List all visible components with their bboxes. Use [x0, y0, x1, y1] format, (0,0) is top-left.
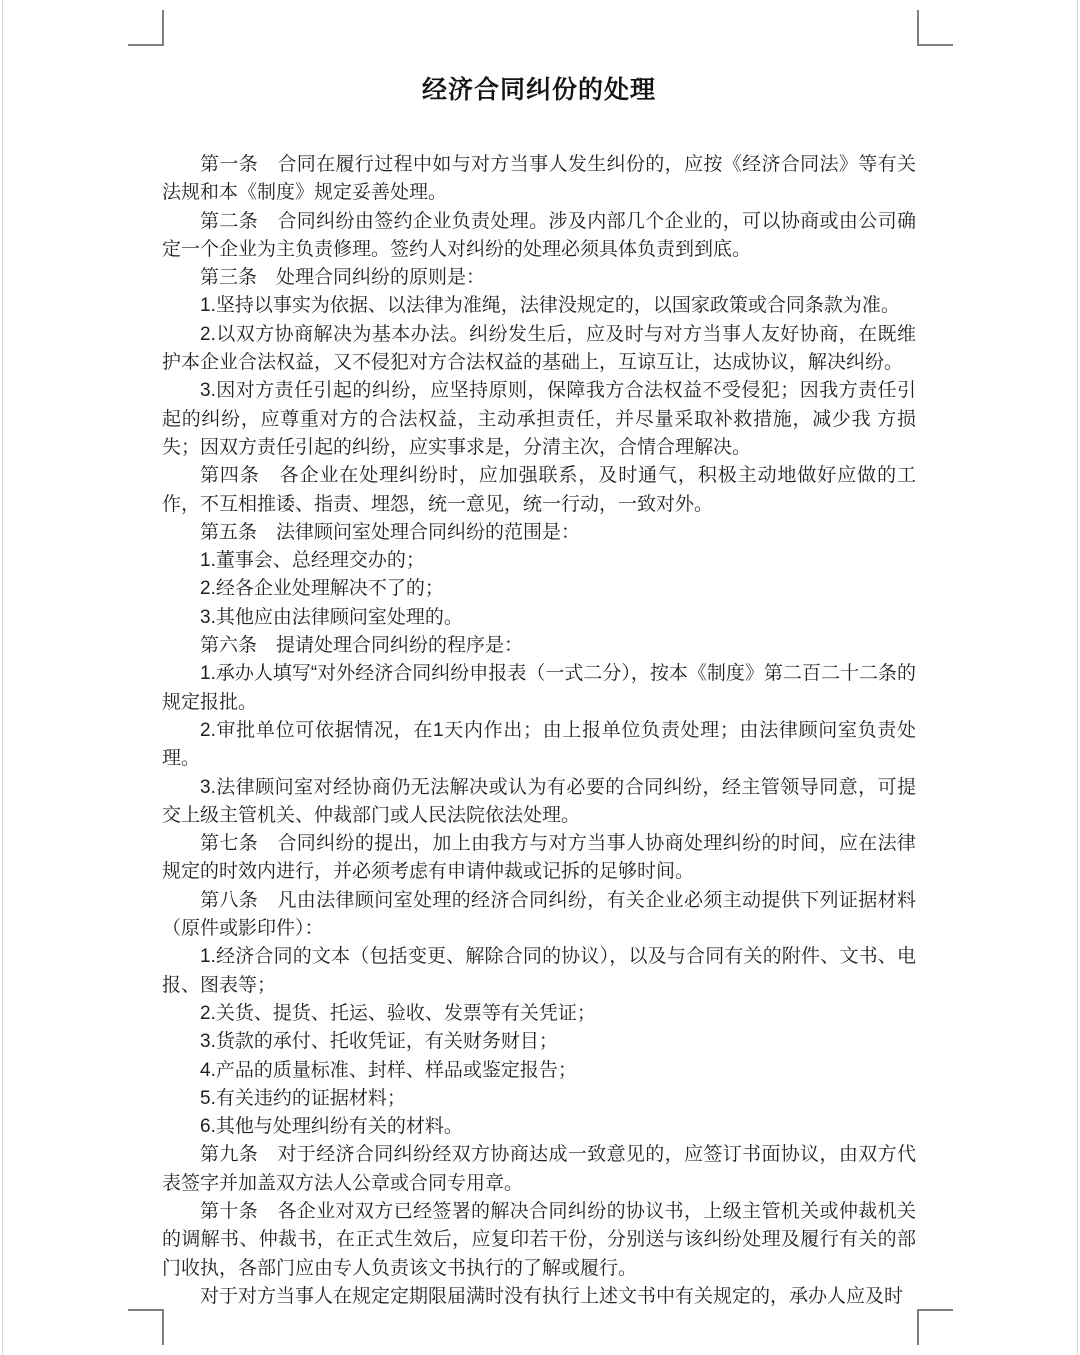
crop-mark-bottom-right-icon	[917, 1309, 953, 1345]
paragraph: 对于对方当事人在规定定期限届满时没有执行上述文书中有关规定的，承办人应及时	[200, 1285, 904, 1307]
crop-mark-top-left-icon	[128, 10, 164, 46]
page-edge-left	[2, 0, 3, 1355]
paragraph: 第四条 各企业在处理纠纷时，应加强联系，及时通气，积极主动地做好应做的工作，不互相推诿、指责、埋怨，统一意见，统一行动，一致对外。	[162, 465, 916, 515]
crop-mark-bottom-left-icon	[128, 1309, 164, 1345]
paragraph: 第六条 提请处理合同纠纷的程序是：	[200, 635, 524, 657]
paragraph: 2.审批单位可依据情况，在1天内作出；由上报单位负责处理；由法律顾问室负责处理。	[162, 719, 916, 770]
document-body	[162, 151, 916, 1311]
paragraph: 3.法律顾问室对经协商仍无法解决或认为有必要的合同纠纷，经主管领导同意，可提交上级主管机关、仲裁部门或人民法院依法处理。	[162, 776, 916, 826]
crop-mark-top-right-icon	[917, 10, 953, 46]
paragraph: 5.有关违约的证据材料；	[200, 1087, 406, 1109]
paragraph: 2.以双方协商解决为基本办法。纠纷发生后，应及时与对方当事人友好协商，在既维护本企业合法权益，又不侵犯对方合法权益的基础上，互谅互让，达成协议，解决纠纷。	[162, 323, 916, 374]
text-area	[162, 0, 916, 1311]
paragraph: 第一条 合同在履行过程中如与对方当事人发生纠份的，应按《经济合同法》等有关法规和本《制度》规定妥善处理。	[162, 154, 916, 204]
paragraph: 1.坚持以事实为依据、以法律为准绳，法律没规定的，以国家政策或合同条款为准。	[200, 295, 900, 317]
paragraph: 3.货款的承付、托收凭证，有关财务财目；	[200, 1031, 558, 1053]
page-edge-right	[1077, 0, 1078, 1355]
paragraph: 1.董事会、总经理交办的；	[200, 550, 425, 572]
paragraph: 第八条 凡由法律顾问室处理的经济合同纠纷，有关企业必须主动提供下列证据材料（原件或影印件）：	[162, 889, 916, 940]
paragraph: 3.因对方责任引起的纠纷，应坚持原则，保障我方合法权益不受侵犯；因我方责任引起的纠纷，应尊重对方的合法权益，主动承担责任，并尽量采取补救措施，减少我 方损失；因双方责任引起的纠纷，应实事求是，分清主次，合情合理解决。	[162, 380, 916, 458]
paragraph: 第九条 对于经济合同纠纷经双方协商达成一致意见的，应签订书面协议，由双方代表签字并加盖双方法人公章或合同专用章。	[162, 1144, 916, 1194]
document-title: 经济合同纠份的处理	[421, 76, 656, 104]
paragraph: 第二条 合同纠纷由签约企业负责处理。涉及内部几个企业的，可以协商或由公司确定一个企业为主负责修理。签约人对纠纷的处理必须具体负责到到底。	[162, 210, 916, 260]
paragraph: 第七条 合同纠纷的提出，加上由我方与对方当事人协商处理纠纷的时间，应在法律规定的时效内进行，并必须考虑有申请仲裁或记拆的足够时间。	[162, 833, 916, 883]
paragraph: 4.产品的质量标准、封样、样品或鉴定报告；	[200, 1059, 577, 1081]
paragraph: 2.关货、提货、托运、验收、发票等有关凭证；	[200, 1002, 596, 1024]
paragraph: 第十条 各企业对双方已经签署的解决合同纠纷的协议书，上级主管机关或仲裁机关的调解书、仲裁书，在正式生效后，应复印若干份，分别送与该纠纷处理及履行有关的部门收执，各部门应由专人负责该文书执行的了解或履行。	[162, 1200, 916, 1279]
paragraph: 2.经各企业处理解决不了的；	[200, 578, 444, 600]
paragraph: 1.承办人填写“对外经济合同纠纷申报表（一式二分），按本《制度》第二百二十二条的规定报批。	[162, 663, 916, 713]
paragraph: 第五条 法律顾问室处理合同纠纷的范围是：	[200, 521, 581, 543]
paragraph: 6.其他与处理纠纷有关的材料。	[200, 1116, 463, 1138]
paragraph: 1.经济合同的文本（包括变更、解除合同的协议），以及与合同有关的附件、文书、电报、图表等；	[162, 946, 916, 996]
paragraph: 第三条 处理合同纠纷的原则是：	[200, 267, 486, 289]
paragraph: 3.其他应由法律顾问室处理的。	[200, 606, 463, 628]
